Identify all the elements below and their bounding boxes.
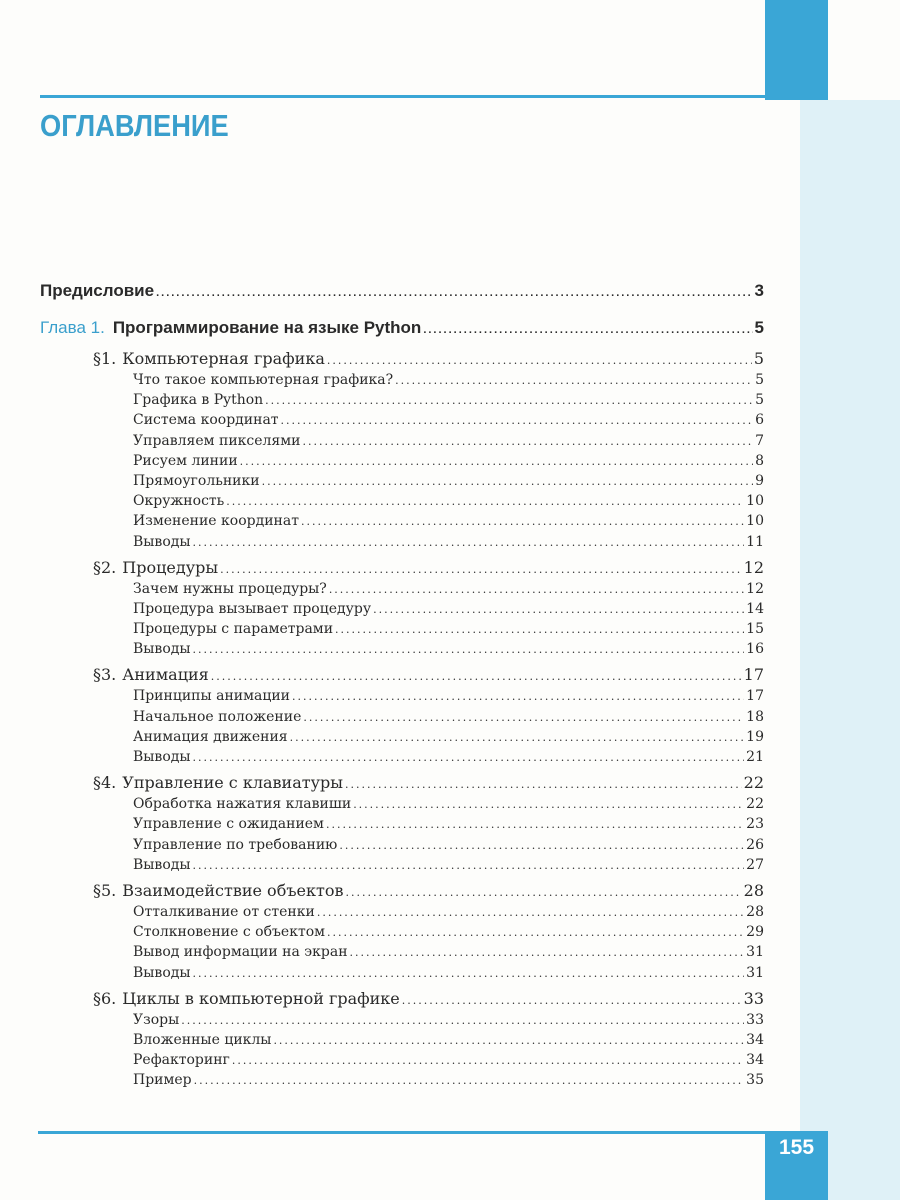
leader-dots bbox=[373, 603, 744, 616]
entry-page: 17 bbox=[746, 688, 764, 705]
leader-dots bbox=[220, 563, 742, 576]
entry-page: 34 bbox=[746, 1052, 764, 1069]
leader-dots bbox=[281, 414, 754, 427]
leader-dots bbox=[226, 495, 744, 508]
entry-page: 22 bbox=[743, 773, 764, 793]
section-number: §2. bbox=[93, 557, 117, 577]
leader-dots bbox=[194, 1074, 745, 1087]
toc-subsection[interactable] bbox=[40, 749, 764, 769]
entry-title: Выводы bbox=[133, 641, 191, 658]
entry-title: Управление с клавиатуры bbox=[122, 773, 343, 793]
entry-title: Рефакторинг bbox=[133, 1052, 230, 1069]
entry-page: 19 bbox=[746, 728, 764, 745]
leader-dots bbox=[423, 324, 752, 336]
toc-subsection[interactable] bbox=[40, 837, 764, 857]
section-number: §3. bbox=[93, 665, 117, 685]
leader-dots bbox=[350, 946, 745, 959]
leader-dots bbox=[193, 859, 745, 872]
entry-page: 28 bbox=[746, 903, 764, 920]
leader-dots bbox=[345, 778, 742, 791]
toc-subsection[interactable] bbox=[40, 816, 764, 836]
entry-page: 12 bbox=[743, 557, 764, 577]
leader-dots bbox=[345, 886, 741, 899]
entry-page: 11 bbox=[746, 533, 764, 550]
entry-page: 5 bbox=[753, 349, 764, 368]
entry-title: Графика в Python bbox=[133, 392, 264, 409]
leader-dots bbox=[193, 751, 745, 764]
leader-dots bbox=[193, 536, 745, 549]
toc-subsection[interactable] bbox=[40, 433, 764, 453]
toc-section[interactable] bbox=[40, 558, 764, 581]
chapter-title: Программирование на языке Python bbox=[112, 318, 422, 337]
leader-dots bbox=[353, 798, 744, 811]
leader-dots bbox=[193, 967, 745, 980]
toc-subsection[interactable] bbox=[40, 924, 764, 944]
toc-subsection[interactable] bbox=[40, 641, 764, 661]
leader-dots bbox=[292, 690, 744, 703]
toc-subsection[interactable] bbox=[40, 729, 764, 749]
entry-page: 12 bbox=[746, 580, 764, 597]
toc-subsection[interactable] bbox=[40, 965, 764, 985]
toc-subsection[interactable] bbox=[40, 534, 764, 554]
entry-title: Циклы в компьютерной графике bbox=[122, 988, 400, 1008]
leader-dots bbox=[339, 839, 744, 852]
toc-subsection[interactable] bbox=[40, 453, 764, 473]
entry-page: 28 bbox=[743, 880, 764, 900]
entry-title: Узоры bbox=[133, 1011, 180, 1028]
leader-dots bbox=[303, 711, 744, 724]
entry-page: 26 bbox=[746, 836, 764, 853]
toc-section[interactable] bbox=[40, 773, 764, 796]
leader-dots bbox=[262, 475, 753, 488]
entry-title: Выводы bbox=[133, 964, 191, 981]
section-number: §5. bbox=[93, 880, 117, 900]
leader-dots bbox=[232, 1054, 744, 1067]
toc-subsection[interactable] bbox=[40, 857, 764, 877]
toc-section[interactable] bbox=[40, 989, 764, 1012]
toc-subsection[interactable] bbox=[40, 372, 764, 392]
leader-dots bbox=[290, 731, 745, 744]
entry-page: 17 bbox=[743, 665, 764, 685]
leader-dots bbox=[193, 643, 745, 656]
entry-page: 18 bbox=[746, 708, 764, 725]
toc-subsection[interactable] bbox=[40, 581, 764, 601]
entry-title: Вложенные циклы bbox=[133, 1031, 272, 1048]
leader-dots bbox=[327, 354, 752, 367]
entry-title: Управление по требованию bbox=[133, 836, 338, 853]
entry-page: 22 bbox=[746, 796, 764, 813]
entry-page: 23 bbox=[746, 816, 764, 833]
header-color-block bbox=[765, 0, 828, 100]
entry-title: Выводы bbox=[133, 856, 191, 873]
toc-subsection[interactable] bbox=[40, 513, 764, 533]
entry-title: Предисловие bbox=[40, 281, 155, 300]
page-edge-strip bbox=[800, 100, 900, 1200]
entry-page: 31 bbox=[746, 944, 764, 961]
entry-page: 31 bbox=[746, 964, 764, 981]
entry-title: Столкновение с объектом bbox=[133, 924, 326, 941]
entry-title: Что такое компьютерная графика? bbox=[133, 372, 394, 388]
leader-dots bbox=[240, 455, 753, 468]
toc-subsection[interactable] bbox=[40, 493, 764, 513]
entry-page: 3 bbox=[754, 281, 764, 300]
entry-page: 27 bbox=[746, 856, 764, 873]
entry-page: 6 bbox=[755, 412, 764, 429]
leader-dots bbox=[265, 394, 753, 407]
leader-dots bbox=[156, 287, 752, 299]
toc-preface[interactable] bbox=[40, 281, 764, 305]
page-title: ОГЛАВЛЕНИЕ bbox=[40, 108, 229, 143]
entry-title: Начальное положение bbox=[133, 708, 302, 725]
entry-page: 10 bbox=[746, 493, 764, 510]
entry-title: Система координат bbox=[133, 412, 279, 429]
toc-subsection[interactable] bbox=[40, 601, 764, 621]
entry-title: Процедуры с параметрами bbox=[133, 621, 334, 638]
leader-dots bbox=[302, 435, 753, 448]
toc-subsection[interactable] bbox=[40, 473, 764, 493]
toc-subsection[interactable] bbox=[40, 904, 764, 924]
entry-title: Пример bbox=[133, 1072, 192, 1089]
entry-title: Управление с ожиданием bbox=[133, 816, 324, 833]
entry-page: 33 bbox=[746, 1011, 764, 1028]
leader-dots bbox=[301, 515, 744, 528]
toc-subsection[interactable] bbox=[40, 1032, 764, 1052]
toc-subsection[interactable] bbox=[40, 1012, 764, 1032]
toc-section[interactable] bbox=[40, 665, 764, 688]
entry-title: Процедура вызывает процедуру bbox=[133, 600, 372, 617]
entry-title: Обработка нажатия клавиши bbox=[133, 796, 352, 813]
entry-title: Процедуры bbox=[122, 557, 219, 577]
leader-dots bbox=[211, 670, 742, 683]
entry-title: Анимация bbox=[122, 665, 209, 685]
entry-title: Окружность bbox=[133, 493, 225, 510]
toc-subsection[interactable] bbox=[40, 1052, 764, 1072]
section-number: §1. bbox=[93, 349, 117, 368]
entry-page: 5 bbox=[754, 318, 764, 337]
entry-title: Вывод информации на экран bbox=[133, 944, 348, 961]
table-of-contents bbox=[40, 281, 764, 1092]
leader-dots bbox=[335, 623, 744, 636]
entry-title: Рисуем линии bbox=[133, 452, 238, 469]
leader-dots bbox=[181, 1014, 744, 1027]
page-number: 155 bbox=[778, 1136, 815, 1159]
header-rule bbox=[40, 95, 765, 98]
entry-title: Отталкивание от стенки bbox=[133, 903, 315, 920]
toc-subsection[interactable] bbox=[40, 688, 764, 708]
leader-dots bbox=[327, 926, 744, 939]
entry-page: 34 bbox=[746, 1031, 764, 1048]
entry-page: 8 bbox=[755, 452, 764, 469]
entry-page: 15 bbox=[746, 621, 764, 638]
toc-subsection[interactable] bbox=[40, 621, 764, 641]
entry-page: 5 bbox=[755, 392, 764, 409]
entry-title: Управляем пикселями bbox=[133, 432, 301, 449]
toc-subsection[interactable] bbox=[40, 412, 764, 432]
entry-page: 10 bbox=[746, 513, 764, 530]
leader-dots bbox=[329, 583, 744, 596]
footer-rule bbox=[38, 1131, 765, 1134]
entry-title: Выводы bbox=[133, 533, 191, 550]
entry-page: 14 bbox=[746, 600, 764, 617]
entry-title: Принципы анимации bbox=[133, 688, 291, 705]
chapter-label: Глава 1. bbox=[40, 318, 105, 337]
leader-dots bbox=[402, 994, 742, 1007]
leader-dots bbox=[326, 818, 744, 831]
toc-section[interactable] bbox=[40, 881, 764, 904]
toc-chapter[interactable] bbox=[40, 318, 764, 345]
toc-subsection[interactable] bbox=[40, 944, 764, 964]
entry-page: 5 bbox=[755, 372, 764, 388]
entry-title: Изменение координат bbox=[133, 513, 299, 530]
entry-page: 9 bbox=[755, 472, 764, 489]
entry-page: 29 bbox=[746, 924, 764, 941]
leader-dots bbox=[317, 906, 744, 919]
entry-title: Взаимодействие объектов bbox=[122, 880, 344, 900]
toc-section[interactable] bbox=[40, 349, 764, 372]
toc-subsection[interactable] bbox=[40, 1072, 764, 1092]
entry-title: Зачем нужны процедуры? bbox=[133, 580, 327, 597]
section-number: §4. bbox=[93, 773, 117, 793]
leader-dots bbox=[395, 374, 753, 387]
toc-subsection[interactable] bbox=[40, 796, 764, 816]
leader-dots bbox=[273, 1034, 744, 1047]
section-number: §6. bbox=[93, 988, 117, 1008]
entry-page: 21 bbox=[746, 749, 764, 765]
entry-title: Выводы bbox=[133, 749, 191, 765]
entry-page: 33 bbox=[743, 988, 764, 1008]
entry-page: 7 bbox=[755, 432, 764, 449]
entry-page: 35 bbox=[746, 1072, 764, 1089]
entry-page: 16 bbox=[746, 641, 764, 658]
entry-title: Прямоугольники bbox=[133, 472, 260, 489]
entry-title: Компьютерная графика bbox=[122, 349, 325, 368]
entry-title: Анимация движения bbox=[133, 728, 288, 745]
toc-subsection[interactable] bbox=[40, 392, 764, 412]
toc-subsection[interactable] bbox=[40, 709, 764, 729]
